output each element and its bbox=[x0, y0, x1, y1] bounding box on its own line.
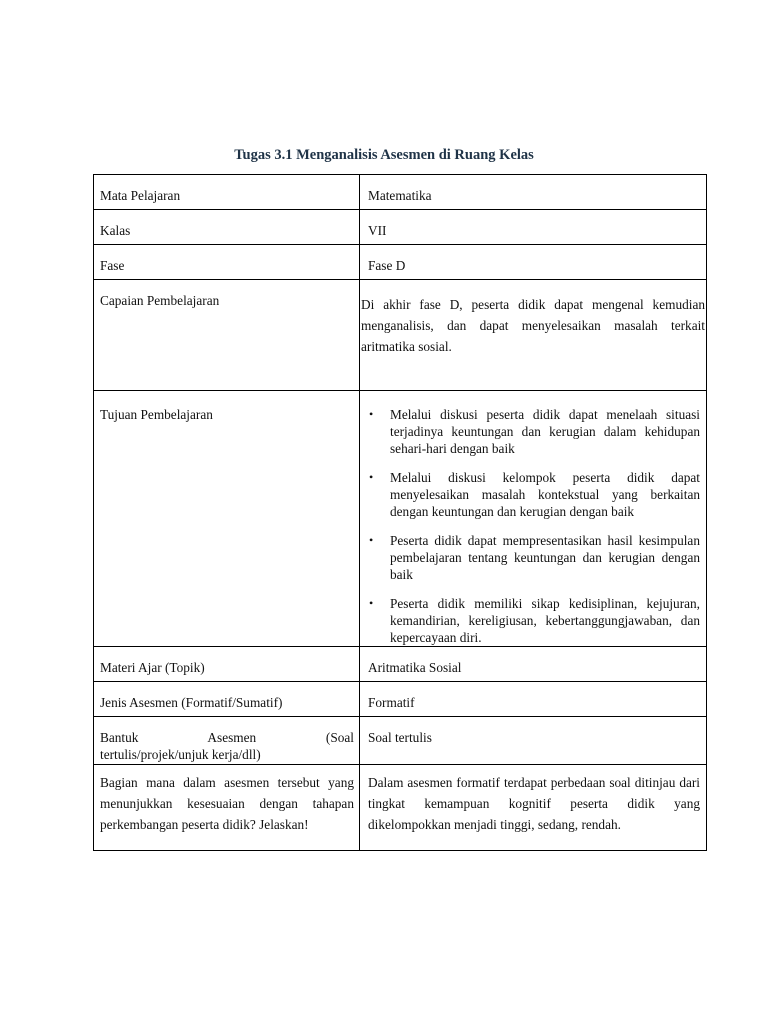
goal-text: Melalui diskusi kelompok peserta didik dapat menyelesaikan masalah kontekstual yang berkaitan dengan keuntungan dan kerugian dengan baik bbox=[390, 470, 700, 519]
bullet-icon: • bbox=[369, 470, 374, 484]
bullet-icon: • bbox=[369, 596, 374, 610]
value-kalas: VII bbox=[360, 210, 707, 245]
label-bantuk-asesmen bbox=[94, 717, 360, 765]
goal-item bbox=[368, 406, 700, 457]
row-materi-ajar bbox=[94, 647, 707, 682]
row-bantuk-asesmen bbox=[94, 717, 707, 765]
value-bagian-asesmen: Dalam asesmen formatif terdapat perbedaan soal ditinjau dari tingkat kemampuan kognitif peserta didik yang dikelompokkan menjadi tinggi, sedang, rendah. bbox=[360, 765, 707, 851]
row-bagian-asesmen bbox=[94, 765, 707, 851]
row-mata-pelajaran bbox=[94, 175, 707, 210]
value-fase: Fase D bbox=[360, 245, 707, 280]
row-capaian-pembelajaran bbox=[94, 280, 707, 391]
row-fase bbox=[94, 245, 707, 280]
label-kalas: Kalas bbox=[94, 210, 360, 245]
label-mata-pelajaran: Mata Pelajaran bbox=[94, 175, 360, 210]
row-tujuan-pembelajaran bbox=[94, 391, 707, 647]
value-mata-pelajaran: Matematika bbox=[360, 175, 707, 210]
label-bantuk-line2: tertulis/projek/unjuk kerja/dll) bbox=[100, 747, 261, 762]
value-jenis-asesmen: Formatif bbox=[360, 682, 707, 717]
page-title: Tugas 3.1 Menganalisis Asesmen di Ruang Kelas bbox=[234, 147, 534, 163]
value-tujuan-pembelajaran bbox=[360, 391, 707, 647]
label-fase: Fase bbox=[94, 245, 360, 280]
label-bagian-asesmen: Bagian mana dalam asesmen tersebut yang menunjukkan kesesuaian dengan tahapan perkembangan peserta didik? Jelaskan! bbox=[94, 765, 360, 851]
goal-text: Peserta didik dapat mempresentasikan hasil kesimpulan pembelajaran tentang keuntungan dan kerugian dengan baik bbox=[390, 533, 700, 582]
row-jenis-asesmen bbox=[94, 682, 707, 717]
label-capaian-pembelajaran: Capaian Pembelajaran bbox=[94, 280, 360, 391]
label-materi-ajar: Materi Ajar (Topik) bbox=[94, 647, 360, 682]
goal-text: Melalui diskusi peserta didik dapat menelaah situasi terjadinya keuntungan dan kerugian dalam kehidupan sehari-hari dengan baik bbox=[390, 407, 700, 456]
value-capaian-pembelajaran: Di akhir fase D, peserta didik dapat mengenal kemudian menganalisis, dan dapat menyelesaikan masalah terkait aritmatika sosial. bbox=[360, 280, 707, 391]
label-bantuk-line1: Bantuk Asesmen (Soal bbox=[100, 730, 354, 745]
value-materi-ajar: Aritmatika Sosial bbox=[360, 647, 707, 682]
goal-text: Peserta didik memiliki sikap kedisiplinan, kejujuran, kemandirian, kereligiusan, kebertanggungjawaban, dan kepercayaan diri. bbox=[390, 596, 700, 645]
goal-list bbox=[368, 406, 700, 646]
value-bantuk-asesmen: Soal tertulis bbox=[360, 717, 707, 765]
assessment-table bbox=[93, 174, 707, 851]
label-jenis-asesmen: Jenis Asesmen (Formatif/Sumatif) bbox=[94, 682, 360, 717]
goal-item bbox=[368, 595, 700, 646]
goal-item bbox=[368, 532, 700, 583]
bullet-icon: • bbox=[369, 533, 374, 547]
goal-item bbox=[368, 469, 700, 520]
row-kalas bbox=[94, 210, 707, 245]
bullet-icon: • bbox=[369, 407, 374, 421]
label-tujuan-pembelajaran: Tujuan Pembelajaran bbox=[94, 391, 360, 647]
